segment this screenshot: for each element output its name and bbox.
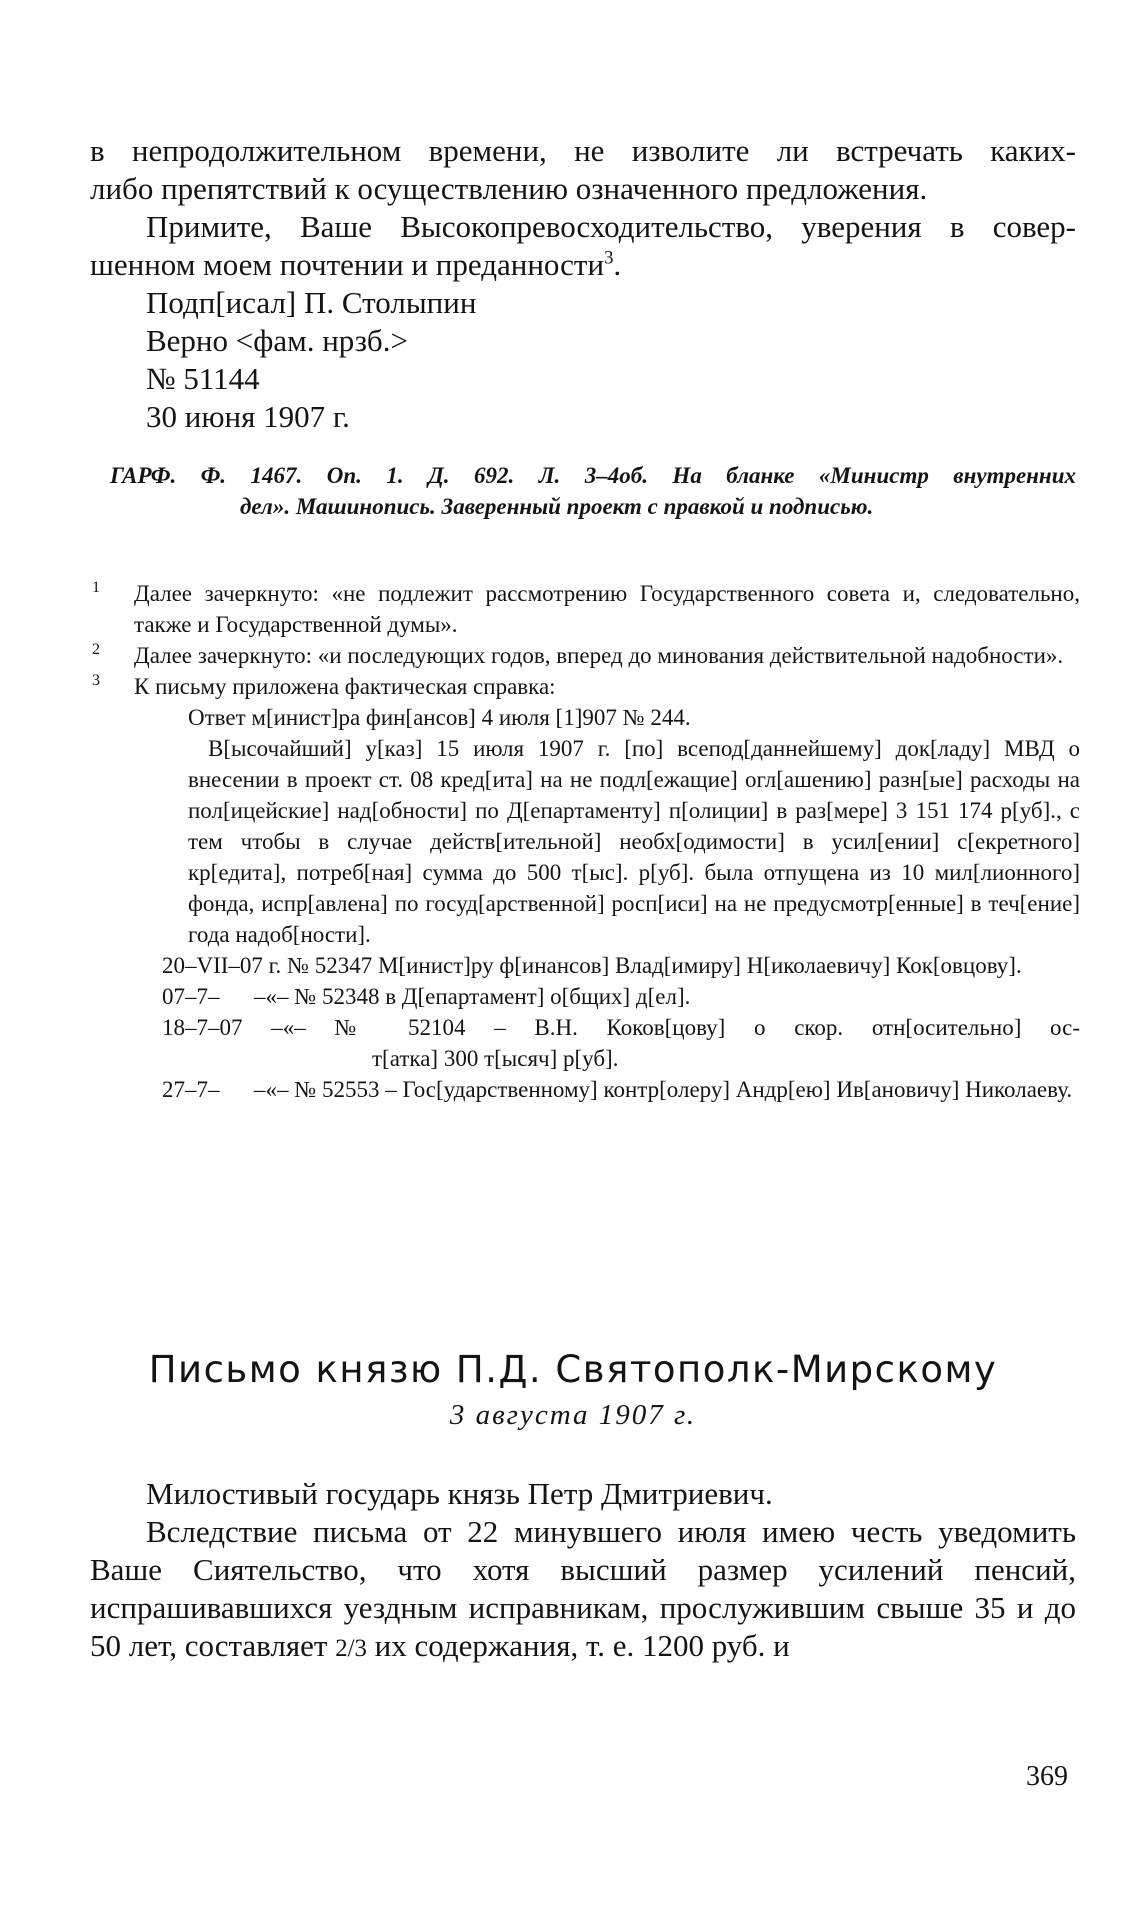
finance-answer: Ответ м[инист]ра фин[ансов] 4 июля [1]907 № 244.: [188, 705, 691, 730]
closing-text: шенном моем почтении и преданности: [90, 247, 605, 282]
registry-entries: [90, 950, 1080, 1105]
letter-end-text: [90, 132, 1076, 284]
salutation: Милостивый государь князь Петр Дмитриевич.: [146, 1476, 773, 1511]
footnote-2: [90, 640, 1080, 671]
closing-line: [90, 246, 1076, 284]
closing-period: .: [613, 247, 622, 282]
page-number: 369: [1026, 1761, 1068, 1792]
footnote-1: [90, 578, 1080, 640]
letter-date: 3 августа 1907 г.: [449, 1399, 697, 1431]
footnote-3: [90, 671, 1080, 1105]
letter-line: в непродолжительном времени, не изволите ли встречать каких-: [90, 133, 1076, 168]
archive-source: [90, 460, 1076, 522]
new-letter-text: [90, 1475, 1076, 1668]
source-line: ГАРФ. Ф. 1467. Оп. 1. Д. 692. Л. 3–4об. На бланке «Министр внутренних: [110, 463, 1076, 488]
registry-entry: т[атка] 300 т[ысяч] р[уб].: [372, 1046, 619, 1071]
closing-line: Примите, Ваше Высокопревосходительство, уверения в совер-: [146, 209, 1076, 244]
letter-line: либо препятствий к осуществлению означенного предложения.: [90, 171, 928, 206]
signed-by: Подп[исал] П. Столыпин: [146, 285, 477, 320]
document-number: № 51144: [146, 361, 260, 396]
footnote-text: К письму приложена фактическая справка:: [134, 674, 556, 699]
letter-title: Письмо князю П.Д. Святополк-Мирскому: [148, 1348, 998, 1391]
signature-block: [146, 284, 476, 436]
imperial-decree: В[ысочайший] у[каз] 15 июля 1907 г. [по] всепод[даннейшему] док[ладу] МВД о внесении в проект ст. 08 кред[ита] на не подл[ежащие] огл[ашению] разн[ые] расходы на пол[ицейские] над[обности] по Д[епартаменту] п[олиции] в раз[мере] 3 151 174 р[уб]., с тем чтобы в случае действ[ительной] необх[одимости] в усил[ении] с[екретного] кр[едита], потреб[ная] сумма до 500 т[ыс]. р[уб]. была отпущена из 10 мил[лионного] фонда, испр[авлена] по госуд[арственной] росп[иси] на не предусмотр[енные] в теч[ение] года надоб[ности].: [188, 736, 1080, 947]
letter-paragraph: [90, 1513, 1076, 1668]
registry-entry: 27–7– –«– № 52553 – Гос[ударственному] контр[олеру] Андр[ею] Ив[ановичу] Николаеву.: [162, 1077, 1073, 1102]
reference-note: [134, 702, 1080, 950]
paragraph-text: их содержания, т. е. 1200 руб. и: [366, 1628, 790, 1663]
document-date: 30 июня 1907 г.: [146, 399, 350, 434]
footnote-number: 3: [92, 672, 100, 689]
fraction: 2/3: [335, 1635, 367, 1662]
source-line: дел». Машинопись. Заверенный проект с правкой и подписью.: [240, 494, 874, 519]
verified-by: Верно <фам. нрзб.>: [146, 323, 408, 358]
footnote-number: 1: [92, 579, 100, 596]
footnote-ref: 3: [604, 247, 614, 269]
footnote-text: Далее зачеркнуто: «и последующих годов, вперед до минования действительной надобности».: [134, 643, 1064, 668]
registry-entry: 18–7–07 –«– № 52104 – В.Н. Коков[цову] о скор. отн[осительно] ос-: [162, 1015, 1080, 1040]
footnote-number: 2: [92, 641, 100, 658]
footnote-text: Далее зачеркнуто: «не подлежит рассмотрению Государственного совета и, следовательно, также и Государственной думы».: [134, 581, 1080, 637]
registry-entry: 20–VII–07 г. № 52347 М[инист]ру ф[инансов] Влад[имиру] Н[иколаевичу] Кок[овцову].: [162, 953, 1022, 978]
paragraph-text: Вследствие письма от 22 минувшего июля имею честь уведомить Ваше Сиятельство, что хотя высший размер усилений пенсий, испрашивавшихся уездным исправникам, прослужившим свыше 35 и до 50 лет, составляет: [90, 1514, 1076, 1663]
footnotes: [90, 578, 1080, 1105]
registry-entry: 07–7– –«– № 52348 в Д[епартамент] о[бщих] д[ел].: [162, 984, 691, 1009]
